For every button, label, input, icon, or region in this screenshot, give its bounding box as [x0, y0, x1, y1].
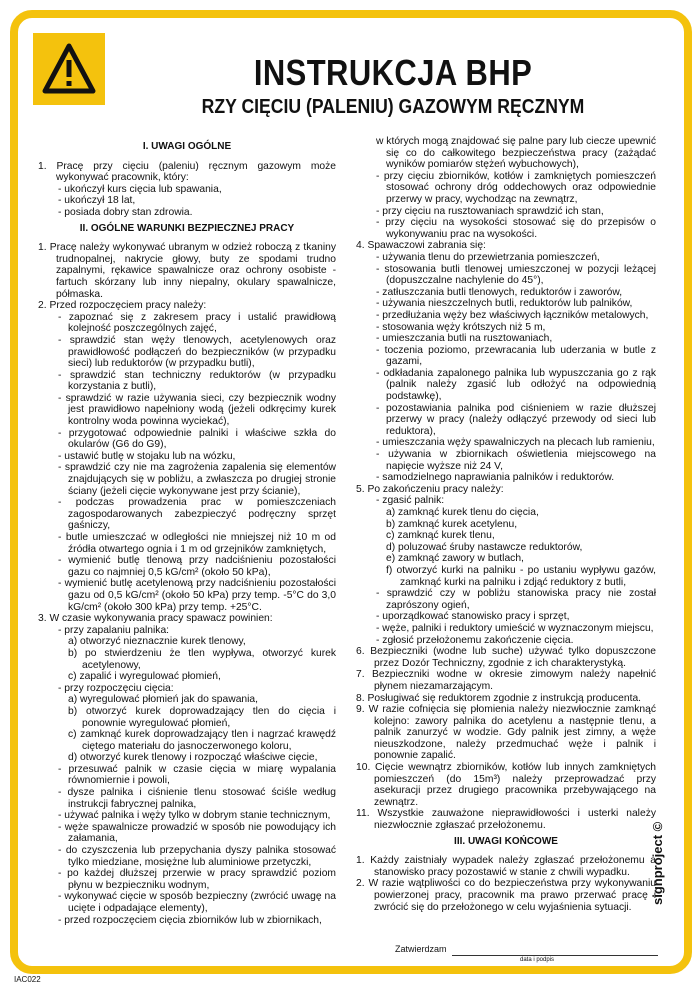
- instruction-line: 6. Bezpieczniki (wodne lub suche) używać tylko dopuszczone przez Dozór Techniczny, zgodnie z ich charakterystyką.: [356, 646, 656, 669]
- instruction-line: 1. Pracę należy wykonywać ubranym w odzież roboczą z tkaniny trudnopalnej, nakrycie głowy, buty ze spodami trudno zapalnymi, rękawice spawalnicze oraz ochrony osobiste - fartuch skórzany lub inny niepalny, okulary spawalnicze, półmaska.: [38, 242, 336, 300]
- instruction-line: - ukończył 18 lat,: [58, 195, 136, 207]
- instruction-line: 3. W czasie wykonywania pracy spawacz powinien:: [38, 613, 273, 625]
- instruction-line: e) zamknąć zawory w butlach,: [386, 553, 524, 565]
- instruction-line: - butle umieszczać w odległości nie mniejszej niż 10 m od źródła otwartego ognia i 1 m od grzejników zamkniętych,: [58, 532, 336, 555]
- instruction-line: - używania tlenu do przewietrzania pomieszczeń,: [376, 251, 600, 263]
- instruction-line: - umieszczania butli na rusztowaniach,: [376, 333, 553, 345]
- instruction-line: - ustawić butlę w stojaku lub na wózku,: [58, 450, 236, 462]
- instruction-line: - zgasić palnik:: [376, 495, 445, 507]
- page-title: INSTRUKCJA BHP: [253, 52, 533, 93]
- instruction-line: - węże, palniki i reduktory umieścić w wyznaczonym miejscu,: [376, 622, 654, 634]
- brand-label: signproject ©: [650, 821, 665, 905]
- instruction-line: - sprawdzić czy nie ma zagrożenia zapalenia się elementów znajdujących się w pobliżu, a zwłaszcza po drugiej stronie ściany (jeżeli cięcie wykonywane jest przy ścianie),: [58, 462, 336, 497]
- instruction-line: - przed rozpoczęciem cięcia zbiorników lub w zbiornikach,: [58, 914, 322, 926]
- instruction-line: b) otworzyć kurek doprowadzający tlen do cięcia i ponownie wyregulować płomień,: [68, 705, 336, 729]
- instruction-line: b) zamknąć kurek acetylenu,: [386, 518, 518, 530]
- instruction-line: - używać palnika i węży tylko w dobrym stanie technicznym,: [58, 810, 331, 822]
- instruction-line: - wykonywać cięcie w sposób bezpieczny (zwrócić uwagę na ucięte i odpadające elementy),: [58, 891, 336, 914]
- page-subtitle: RZY CIĘCIU (PALENIU) GAZOWYM RĘCZNYM: [201, 96, 585, 118]
- instruction-line: - wymienić butlę acetylenową przy nadciśnieniu pozostałości gazu od 0,5 kG/cm² (około 50 kPa) przy temp. -5°C do 3,0 kG/cm² (około 300 kPa) przy temp. +25°C.: [58, 578, 336, 613]
- instruction-line: b) po stwierdzeniu że tlen wypływa, otworzyć kurek acetylenowy,: [68, 647, 336, 671]
- instruction-line: f) otworzyć kurki na palniku - po ustaniu wypływu gazów, zamknąć kurki na palniku i zdjąć reduktory z butli,: [386, 564, 656, 588]
- instruction-line: c) zamknąć kurek tlenu,: [386, 530, 495, 542]
- instruction-line: - ukończył kurs cięcia lub spawania,: [58, 183, 222, 195]
- instruction-line: - zapoznać się z zakresem pracy i ustalić prawidłową kolejność poszczególnych zajęć,: [58, 311, 336, 335]
- instruction-line: 10. Cięcie wewnątrz zbiorników, kotłów lub innych zamkniętych pomieszczeń (do 15m³) należy przeprowadzać przy asekuracji przez drugiego pracownika przebywającego na zewnątrz.: [356, 762, 656, 808]
- instruction-line: - zatłuszczania butli tlenowych, reduktorów i zaworów,: [376, 286, 623, 298]
- instruction-line: - przygotować odpowiednie palniki i właściwe szkła do okularów (G6 do G9),: [58, 427, 336, 451]
- instruction-line: - posiada dobry stan zdrowia.: [58, 206, 193, 218]
- instruction-line: 2. Przed rozpoczęciem pracy należy:: [38, 300, 207, 312]
- instruction-line: - węże spawalnicze prowadzić w sposób nie powodujący ich załamania,: [58, 821, 336, 845]
- instruction-line: - używania w zbiornikach oświetlenia miejscowego na napięcie wyższe niż 24 V,: [376, 449, 656, 472]
- instruction-line: - odkładania zapalonego palnika lub wypuszczania go z rąk (palnik należy zgasić lub odłożyć na odpowiednią podstawkę),: [376, 367, 656, 403]
- document-code: IAC022: [14, 975, 41, 984]
- instruction-line: 1. Każdy zaistniały wypadek należy zgłaszać przełożonemu a stanowisko pracy pozostawić w stanie z chwili wypadku.: [356, 855, 656, 878]
- instruction-line: - przy zapalaniu palnika:: [58, 624, 170, 636]
- instruction-line: a) zamknąć kurek tlenu do cięcia,: [386, 507, 539, 518]
- instruction-line: - do czyszczenia lub przepychania dyszy palnika stosować tylko miedziane, mosiężne lub aluminiowe przetyczki,: [58, 845, 336, 868]
- instruction-line: - przesuwać palnik w czasie cięcia w miarę wypalania równomiernie i powoli,: [58, 763, 336, 787]
- instruction-line: - wymienić butlę tlenową przy nadciśnieniu pozostałości gazu co najmniej 0,5 kG/cm² (około 50 kPa),: [58, 555, 336, 578]
- instruction-line: - sprawdzić stan węży tlenowych, acetylenowych oraz prawidłowość podłączeń do bezpieczników (w przypadku sieci) lub reduktorów (w przypadku butli),: [58, 334, 336, 370]
- instruction-line: 4. Spawaczowi zabrania się:: [356, 240, 486, 252]
- instruction-line: - podczas prowadzenia prac w pomieszczeniach zagospodarowanych zabezpieczyć podręczny sprzęt gaśniczy,: [58, 497, 336, 532]
- instruction-line: a) otworzyć nieznacznie kurek tlenowy,: [68, 636, 246, 648]
- instruction-line: c) zamknąć kurek doprowadzający tlen i nagrzać krawędź ciętego materiału do jasnoczerwonego koloru,: [68, 729, 336, 752]
- instruction-line: a) wyregulować płomień jak do spawania,: [68, 694, 259, 706]
- instruction-line: - przy rozpoczęciu cięcia:: [58, 682, 174, 694]
- instruction-line: 11. Wszystkie zauważone nieprawidłowości i usterki należy niezwłocznie zgłaszać przełożonemu.: [356, 808, 656, 832]
- instruction-line: - przedłużania węży bez właściwych łączników metalowych,: [376, 309, 649, 321]
- instruction-line: - uporządkować stanowisko pracy i sprzęt,: [376, 611, 570, 623]
- instruction-line: - sprawdzić w razie używania sieci, czy bezpiecznik wodny jest prawidłowo napełniony wodą (jeżeli odkręcimy kurek kontrolny woda powinna wyciekać),: [58, 392, 336, 428]
- instruction-line: 8. Posługiwać się reduktorem zgodnie z instrukcją producenta.: [356, 692, 642, 704]
- instruction-line: - stosowania butli tlenowej umieszczonej w pozycji leżącej (dopuszczalne nachylenie do 45°),: [376, 263, 656, 287]
- left-column: [38, 137, 336, 926]
- instruction-line: - pozostawiania palnika pod ciśnieniem w razie dłuższej przerwy w pracy (należy odłączyć przewody od sieci lub reduktora),: [376, 402, 656, 437]
- instruction-line: - stosowania węży krótszych niż 5 m,: [376, 321, 546, 333]
- section-heading: III. UWAGI KOŃCOWE: [454, 835, 558, 847]
- instruction-line: - przy cięciu na rusztowaniach sprawdzić ich stan,: [376, 205, 604, 217]
- instruction-line: - przy cięciu na wysokości stosować się do przepisów o wykonywaniu prac na wysokości.: [376, 217, 656, 240]
- section-heading: II. OGÓLNE WARUNKI BEZPIECZNEJ PRACY: [79, 222, 295, 234]
- instruction-line: - toczenia poziomo, przewracania lub uderzania w butle z gazami,: [376, 344, 656, 368]
- instruction-line: 5. Po zakończeniu pracy należy:: [356, 483, 504, 495]
- instruction-line: - zgłosić przełożonemu zakończenie cięcia.: [376, 634, 574, 646]
- instruction-line: - samodzielnego naprawiania palników i reduktorów.: [376, 472, 615, 484]
- instruction-line: 9. W razie cofnięcia się płomienia należy niezwłocznie zamknąć kolejno: zawory palnika do acetylenu a następnie tlenu, a palnik zanurzyć w wodzie. Gdy palnik jest zimny, a węże nieuszkodzone, należy przedmuchać węże i palnik i ponownie zapalić.: [356, 704, 656, 762]
- signature-label: data i podpis: [520, 957, 555, 963]
- right-column: [356, 136, 656, 913]
- instruction-line: - sprawdzić czy w pobliżu stanowiska pracy nie został zaprószony ogień,: [376, 588, 656, 611]
- instruction-line: - używania nieszczelnych butli, reduktorów lub palników,: [376, 298, 633, 310]
- section-heading: I. UWAGI OGÓLNE: [142, 141, 232, 152]
- instruction-line: - umieszczania węży spawalniczych na plecach lub ramieniu,: [376, 437, 655, 449]
- instruction-line: - po każdej dłuższej przerwie w pracy sprawdzić poziom płynu w bezpieczniku wodnym,: [58, 868, 336, 891]
- instruction-line: d) poluzować śruby nastawcze reduktorów,: [386, 541, 583, 553]
- instruction-line: 1. Pracę przy cięciu (paleniu) ręcznym gazowym może wykonywać pracownik, który:: [38, 160, 336, 184]
- instruction-line: w których mogą znajdować się palne pary lub ciecze upewnić się co do całkowitego bezpieczeństwa pracy (zażądać wyników pomiarów stężeń wybuchowych),: [376, 136, 656, 171]
- instruction-line: - dysze palnika i ciśnienie tlenu stosować ściśle według instrukcji fabrycznej palnika,: [58, 787, 336, 810]
- warning-icon: [33, 33, 105, 105]
- instruction-line: d) otworzyć kurek tlenowy i rozpocząć właściwe cięcie,: [68, 752, 318, 764]
- instruction-line: - sprawdzić stan techniczny reduktorów (w przypadku korzystania z butli),: [58, 369, 336, 393]
- signature-line: [452, 955, 658, 956]
- instruction-line: 7. Bezpieczniki wodne w okresie zimowym należy napełnić płynem niezamarzającym.: [356, 669, 656, 692]
- instruction-line: c) zapalić i wyregulować płomień,: [68, 671, 221, 683]
- approval-label: Zatwierdzam: [395, 944, 447, 954]
- instruction-line: - przy cięciu zbiorników, kotłów i zamkniętych pomieszczeń stosować ochrony dróg oddechowych oraz odpowiednie przerwy w pracy, wychodząc na zewnątrz,: [376, 170, 656, 205]
- instruction-line: 2. W razie wątpliwości co do bezpieczeństwa przy wykonywaniu powierzonej pracy, pracownik ma prawo przerwać pracę i zwrócić się do przełożonego w celu wyjaśnienia sytuacji.: [356, 878, 656, 913]
